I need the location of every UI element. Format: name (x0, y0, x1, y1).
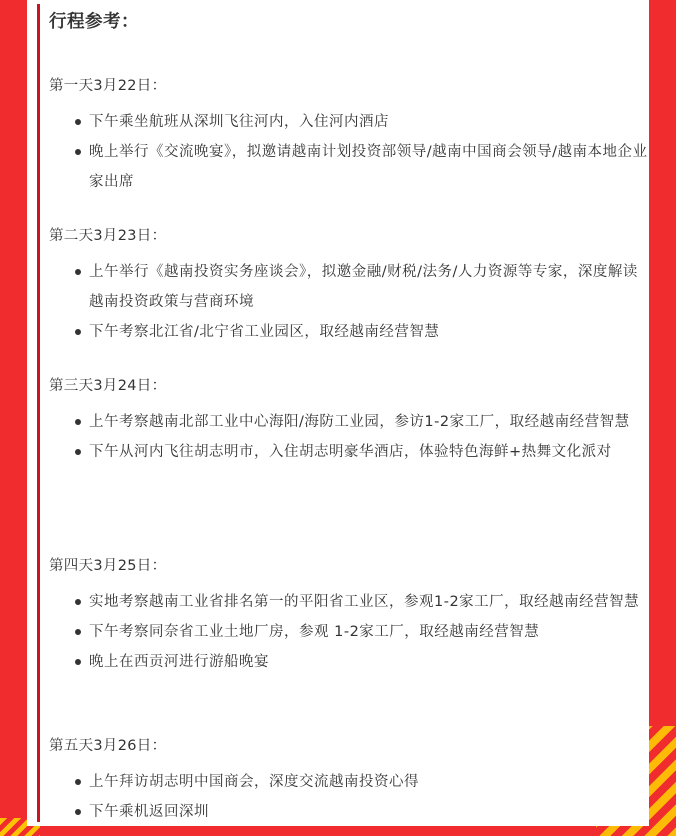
activity-item (49, 407, 649, 437)
activity-item (49, 317, 649, 347)
day-title: 第五天3月26日： (49, 738, 167, 754)
bullet-icon (75, 119, 81, 125)
bullet-icon (75, 449, 81, 455)
activity-text: 下午考察同奈省工业土地厂房，参观 1-2家工厂，取经越南经营智慧 (89, 624, 540, 640)
bullet-icon (75, 269, 81, 275)
activity-text: 晚上举行《交流晚宴》，拟邀请越南计划投资部领导/越南中国商会领导/越南本地企业家出席 (89, 144, 648, 190)
activity-item (49, 137, 649, 197)
bullet-icon (75, 659, 81, 665)
day-activity-list (49, 107, 649, 197)
activity-item (49, 617, 649, 647)
activity-item (49, 587, 649, 617)
day-section-3 (49, 377, 649, 467)
activity-item (49, 107, 649, 137)
activity-item (49, 647, 649, 677)
bullet-icon (75, 329, 81, 335)
activity-text: 下午从河内飞往胡志明市，入住胡志明豪华酒店，体验特色海鲜+热舞文化派对 (89, 444, 612, 460)
activity-text: 下午乘坐航班从深圳飞往河内，入住河内酒店 (89, 114, 389, 130)
activity-text: 下午乘机返回深圳 (89, 804, 209, 820)
bullet-icon (75, 599, 81, 605)
activity-text: 晚上在西贡河进行游船晚宴 (89, 654, 269, 670)
bullet-icon (75, 149, 81, 155)
activity-item (49, 257, 649, 317)
day-title: 第一天3月22日： (49, 78, 167, 94)
bullet-icon (75, 629, 81, 635)
bullet-icon (75, 419, 81, 425)
day-title: 第四天3月25日： (49, 558, 167, 574)
day-activity-list (49, 257, 649, 347)
day-section-4 (49, 557, 649, 677)
activity-text: 上午拜访胡志明中国商会，深度交流越南投资心得 (89, 774, 419, 790)
day-section-1 (49, 77, 649, 197)
activity-item (49, 437, 649, 467)
activity-item (49, 797, 649, 827)
activity-text: 实地考察越南工业省排名第一的平阳省工业区，参观1-2家工厂，取经越南经营智慧 (89, 594, 640, 610)
bullet-icon (75, 809, 81, 815)
day-activity-list (49, 587, 649, 677)
itinerary-heading: 行程参考： (49, 12, 139, 32)
day-title: 第三天3月24日： (49, 378, 167, 394)
day-title: 第二天3月23日： (49, 228, 167, 244)
activity-text: 上午考察越南北部工业中心海阳/海防工业园，参访1-2家工厂，取经越南经营智慧 (89, 414, 630, 430)
activity-text: 下午考察北江省/北宁省工业园区，取经越南经营智慧 (89, 324, 440, 340)
day-section-5 (49, 737, 649, 827)
day-activity-list (49, 767, 649, 827)
activity-item (49, 767, 649, 797)
day-activity-list (49, 407, 649, 467)
accent-border (37, 4, 40, 822)
itinerary-card (27, 0, 649, 826)
bullet-icon (75, 779, 81, 785)
activity-text: 上午举行《越南投资实务座谈会》，拟邀金融/财税/法务/人力资源等专家，深度解读越南投资政策与营商环境 (89, 264, 638, 310)
day-section-2 (49, 227, 649, 347)
